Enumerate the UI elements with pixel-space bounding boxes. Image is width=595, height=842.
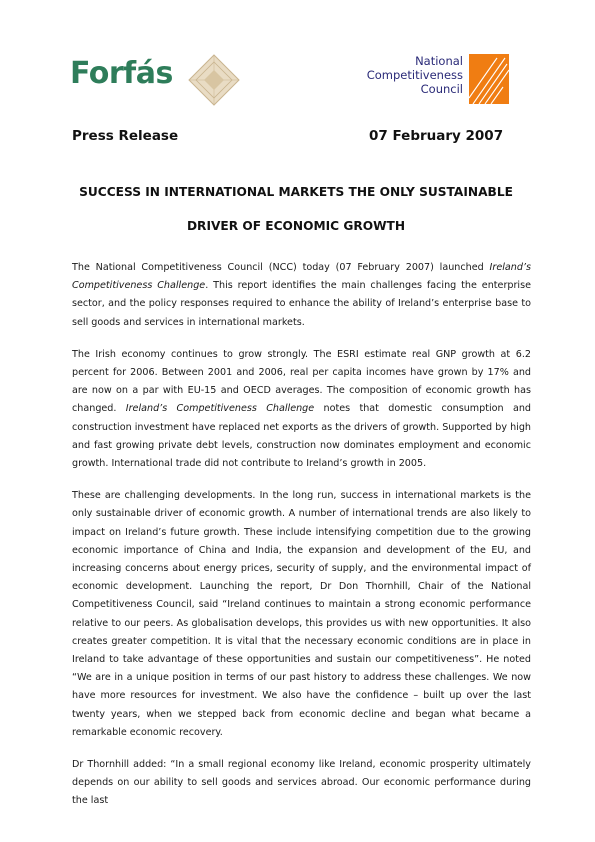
paragraph-3: These are challenging developments. In the long run, success in international markets is the only sustainable driver of economic growth. A number of international trends are also likely to impact on Ireland’s future growth. These include intensifying competition due to the growing economic importance of China and India, the expansion and development of the EU, and increasing concerns about energy prices, security of supply, and the environmental impact of economic development. Launching the report, Dr Don Thornhill, Chair of the National Competitiveness Council, said “Ireland continues to maintain a strong economic performance relative to our peers. As globalisation develops, this provides us with new opportunities. It also creates greater competition. It is vital that the necessary economic conditions are in place in Ireland to take advantage of these opportunities and sustain our competitiveness”. He noted “We are in a unique position in terms of our past history to address these challenges. We now have more resources for investment. We also have the confidence – built up over the last twenty years, when we stepped back from economic decline and began what became a remarkable economic recovery. bbox=[72, 490, 531, 738]
headline-line-1: SUCCESS IN INTERNATIONAL MARKETS THE ONLY SUSTAINABLE bbox=[79, 185, 513, 199]
text-run: The National Competitiveness Council (NCC) today (07 February 2007) launched bbox=[72, 262, 490, 273]
forfas-logo-text: Forfás bbox=[70, 56, 173, 91]
forfas-diamond-icon bbox=[188, 54, 240, 106]
text-run: . This report identifies the main challenges facing the enterprise sector, and the policy responses required to enhance the ability of Ireland’s enterprise base to sell goods and services in international markets. bbox=[72, 280, 531, 328]
ncc-logo-line: National bbox=[415, 54, 463, 68]
paragraph-4: Dr Thornhill added: “In a small regional economy like Ireland, economic prosperity ultimately depends on our ability to sell goods and services abroad. Our economic performance during the last bbox=[72, 759, 531, 807]
report-title: Ireland’s Competitiveness Challenge bbox=[125, 403, 315, 415]
text-run: The Irish economy continues to grow strongly. The ESRI estimate real GNP growth at 6.2 percent for 2006. Between 2001 and 2006, real per capita incomes have grown by 17% and are now on a par with EU-15 and OECD averages. The composition of economic growth has changed. bbox=[72, 348, 531, 415]
report-title: Ireland’s Competitiveness Challenge bbox=[72, 262, 531, 292]
headline-line-2: DRIVER OF ECONOMIC GROWTH bbox=[186, 219, 406, 233]
ncc-logo bbox=[359, 54, 511, 104]
paragraph-1 bbox=[72, 259, 531, 332]
ncc-logo-line: Competitiveness bbox=[366, 68, 463, 82]
article-body bbox=[72, 259, 531, 825]
paragraph-2 bbox=[72, 346, 531, 473]
text-run: notes that domestic consumption and construction investment have replaced net exports as the drivers of growth. Supported by high and fast growing private debt levels, construction now dominates employment and economic growth. International trade did not contribute to Ireland’s growth in 2005. bbox=[72, 403, 531, 470]
press-release-label: Press Release bbox=[72, 128, 179, 144]
ncc-logo-line: Council bbox=[420, 82, 463, 96]
forfas-logo bbox=[70, 54, 250, 106]
ncc-logo-text bbox=[359, 54, 463, 96]
ncc-orange-mark-icon bbox=[469, 54, 509, 104]
press-release-date: 07 February 2007 bbox=[369, 128, 504, 144]
